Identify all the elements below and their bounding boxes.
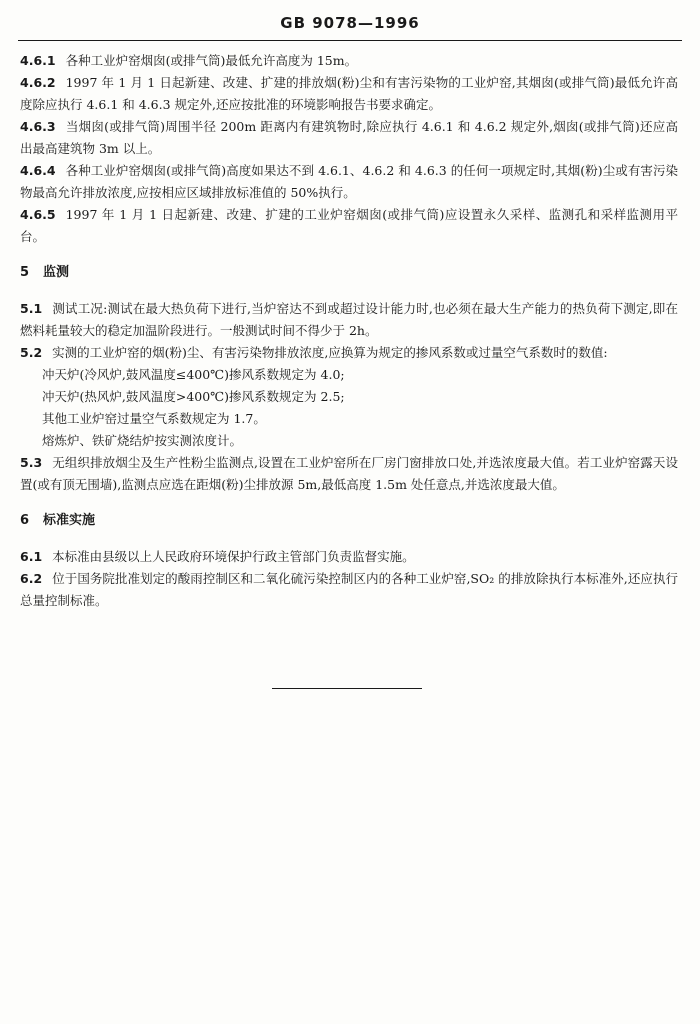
clause-4-6-4 [20, 160, 678, 204]
coefficient-line: 熔炼炉、铁矿烧结炉按实测浓度计。 [42, 433, 243, 448]
document-body [20, 50, 678, 612]
clause-text: 各种工业炉窑烟囱(或排气筒)最低允许高度为 15m。 [65, 53, 358, 68]
clause-5-3 [20, 452, 678, 496]
clause-number: 5.2 [20, 345, 43, 360]
clause-number: 4.6.3 [20, 119, 56, 134]
clause-number: 5.1 [20, 301, 43, 316]
section-gap [20, 532, 678, 546]
clause-4-6-1 [20, 50, 678, 72]
clause-text: 各种工业炉窑烟囱(或排气筒)高度如果达不到 4.6.1、4.6.2 和 4.6.3 的任何一项规定时,其烟(粉)尘或有害污染物最高允许排放浓度,应按相应区域排放标准值的 50%执行。 [20, 163, 678, 200]
clause-5-1 [20, 298, 678, 342]
section-title: 监测 [43, 265, 70, 280]
clause-number: 5.3 [20, 455, 43, 470]
clause-number: 4.6.1 [20, 53, 56, 68]
clause-4-6-2 [20, 72, 678, 116]
clause-text: 本标准由县级以上人民政府环境保护行政主管部门负责监督实施。 [52, 549, 415, 564]
clause-text: 当烟囱(或排气筒)周围半径 200m 距离内有建筑物时,除应执行 4.6.1 和 4.6.2 规定外,烟囱(或排气筒)还应高出最高建筑物 3m 以上。 [20, 119, 678, 156]
section-6-heading [20, 510, 678, 532]
clause-text: 位于国务院批准划定的酸雨控制区和二氧化硫污染控制区内的各种工业炉窑,SO₂ 的排放除执行本标准外,还应执行总量控制标准。 [20, 571, 678, 608]
clause-4-6-3 [20, 116, 678, 160]
clause-number: 4.6.4 [20, 163, 56, 178]
coefficient-line: 冲天炉(冷风炉,鼓风温度≤400℃)掺风系数规定为 4.0; [42, 367, 345, 382]
clause-6-2 [20, 568, 678, 612]
coefficient-line: 冲天炉(热风炉,鼓风温度>400℃)掺风系数规定为 2.5; [42, 389, 345, 404]
end-of-standard-rule [272, 688, 422, 689]
clause-number: 6.1 [20, 549, 43, 564]
section-5-heading [20, 262, 678, 284]
clause-number: 4.6.2 [20, 75, 56, 90]
header-rule [18, 40, 682, 41]
clause-number: 4.6.5 [20, 207, 56, 222]
section-gap [20, 248, 678, 262]
clause-text: 测试工况:测试在最大热负荷下进行,当炉窑达不到或超过设计能力时,也必须在最大生产能力的热负荷下测定,即在燃料耗量较大的稳定加温阶段进行。一般测试时间不得少于 2h。 [20, 301, 678, 338]
clause-number: 6.2 [20, 571, 43, 586]
section-number: 5 [20, 265, 30, 280]
clause-text: 1997 年 1 月 1 日起新建、改建、扩建的排放烟(粉)尘和有害污染物的工业炉窑,其烟囱(或排气筒)最低允许高度除应执行 4.6.1 和 4.6.3 规定外,还应按批准的环境影响报告书要求确定。 [20, 75, 678, 112]
clause-6-1 [20, 546, 678, 568]
clause-text: 1997 年 1 月 1 日起新建、改建、扩建的工业炉窑烟囱(或排气筒)应设置永久采样、监测孔和采样监测用平台。 [20, 207, 678, 244]
section-number: 6 [20, 513, 30, 528]
clause-5-2 [20, 342, 678, 364]
section-gap [20, 284, 678, 298]
clause-text: 无组织排放烟尘及生产性粉尘监测点,设置在工业炉窑所在厂房门窗排放口处,并选浓度最大值。若工业炉窑露天设置(或有顶无围墙),监测点应选在距烟(粉)尘排放源 5m,最低高度 1.5m 处任意点,并选浓度最大值。 [20, 455, 678, 492]
section-title: 标准实施 [43, 513, 96, 528]
standard-number-header: GB 9078—1996 [280, 14, 420, 32]
section-gap [20, 496, 678, 510]
coefficient-line: 其他工业炉窑过量空气系数规定为 1.7。 [42, 411, 266, 426]
clause-text: 实测的工业炉窑的烟(粉)尘、有害污染物排放浓度,应换算为规定的掺风系数或过量空气系数时的数值: [52, 345, 608, 360]
clause-4-6-5 [20, 204, 678, 248]
